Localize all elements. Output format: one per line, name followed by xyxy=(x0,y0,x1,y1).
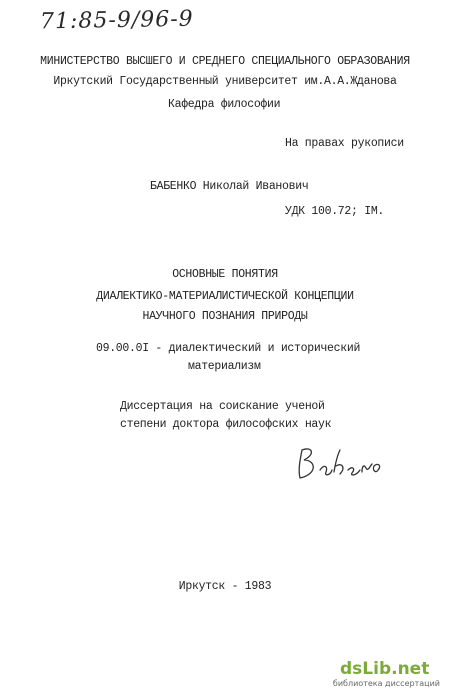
title-line-3: НАУЧНОГО ПОЗНАНИЯ ПРИРОДЫ xyxy=(142,310,308,323)
place-year: Иркутск - 1983 xyxy=(178,580,272,593)
degree-line-1: Диссертация на соискание ученой xyxy=(120,400,325,413)
department-line: Кафедра философии xyxy=(168,98,281,111)
degree-line-2: степени доктора философских наук xyxy=(120,418,332,431)
author-signature xyxy=(290,440,385,486)
title-line-1: ОСНОВНЫЕ ПОНЯТИЯ xyxy=(172,268,278,281)
specialty-line-2: материализм xyxy=(188,360,261,373)
udk-code: УДК 100.72; IМ. xyxy=(285,205,385,218)
manuscript-note: На правах рукописи xyxy=(285,137,404,150)
dslib-subtitle: библиотека диссертаций xyxy=(332,679,440,688)
specialty-line-1: 09.00.0I - диалектический и исторический xyxy=(96,342,361,355)
title-line-2: ДИАЛЕКТИКО-МАТЕРИАЛИСТИЧЕСКОЙ КОНЦЕПЦИИ xyxy=(96,290,354,303)
svg-text:dsLib.net: dsLib.net xyxy=(340,659,430,678)
university-line: Иркутский Государственный университет им.А.А.Жданова xyxy=(53,75,397,88)
archive-number: 71:85-9/96-9 xyxy=(39,6,194,35)
dslib-watermark xyxy=(332,658,440,692)
ministry-line: МИНИСТЕРСТВО ВЫСШЕГО И СРЕДНЕГО СПЕЦИАЛЬНОГО ОБРАЗОВАНИЯ xyxy=(40,55,410,68)
dslib-logo xyxy=(340,658,440,678)
author-name: БАБЕНКО Николай Иванович xyxy=(150,180,309,193)
